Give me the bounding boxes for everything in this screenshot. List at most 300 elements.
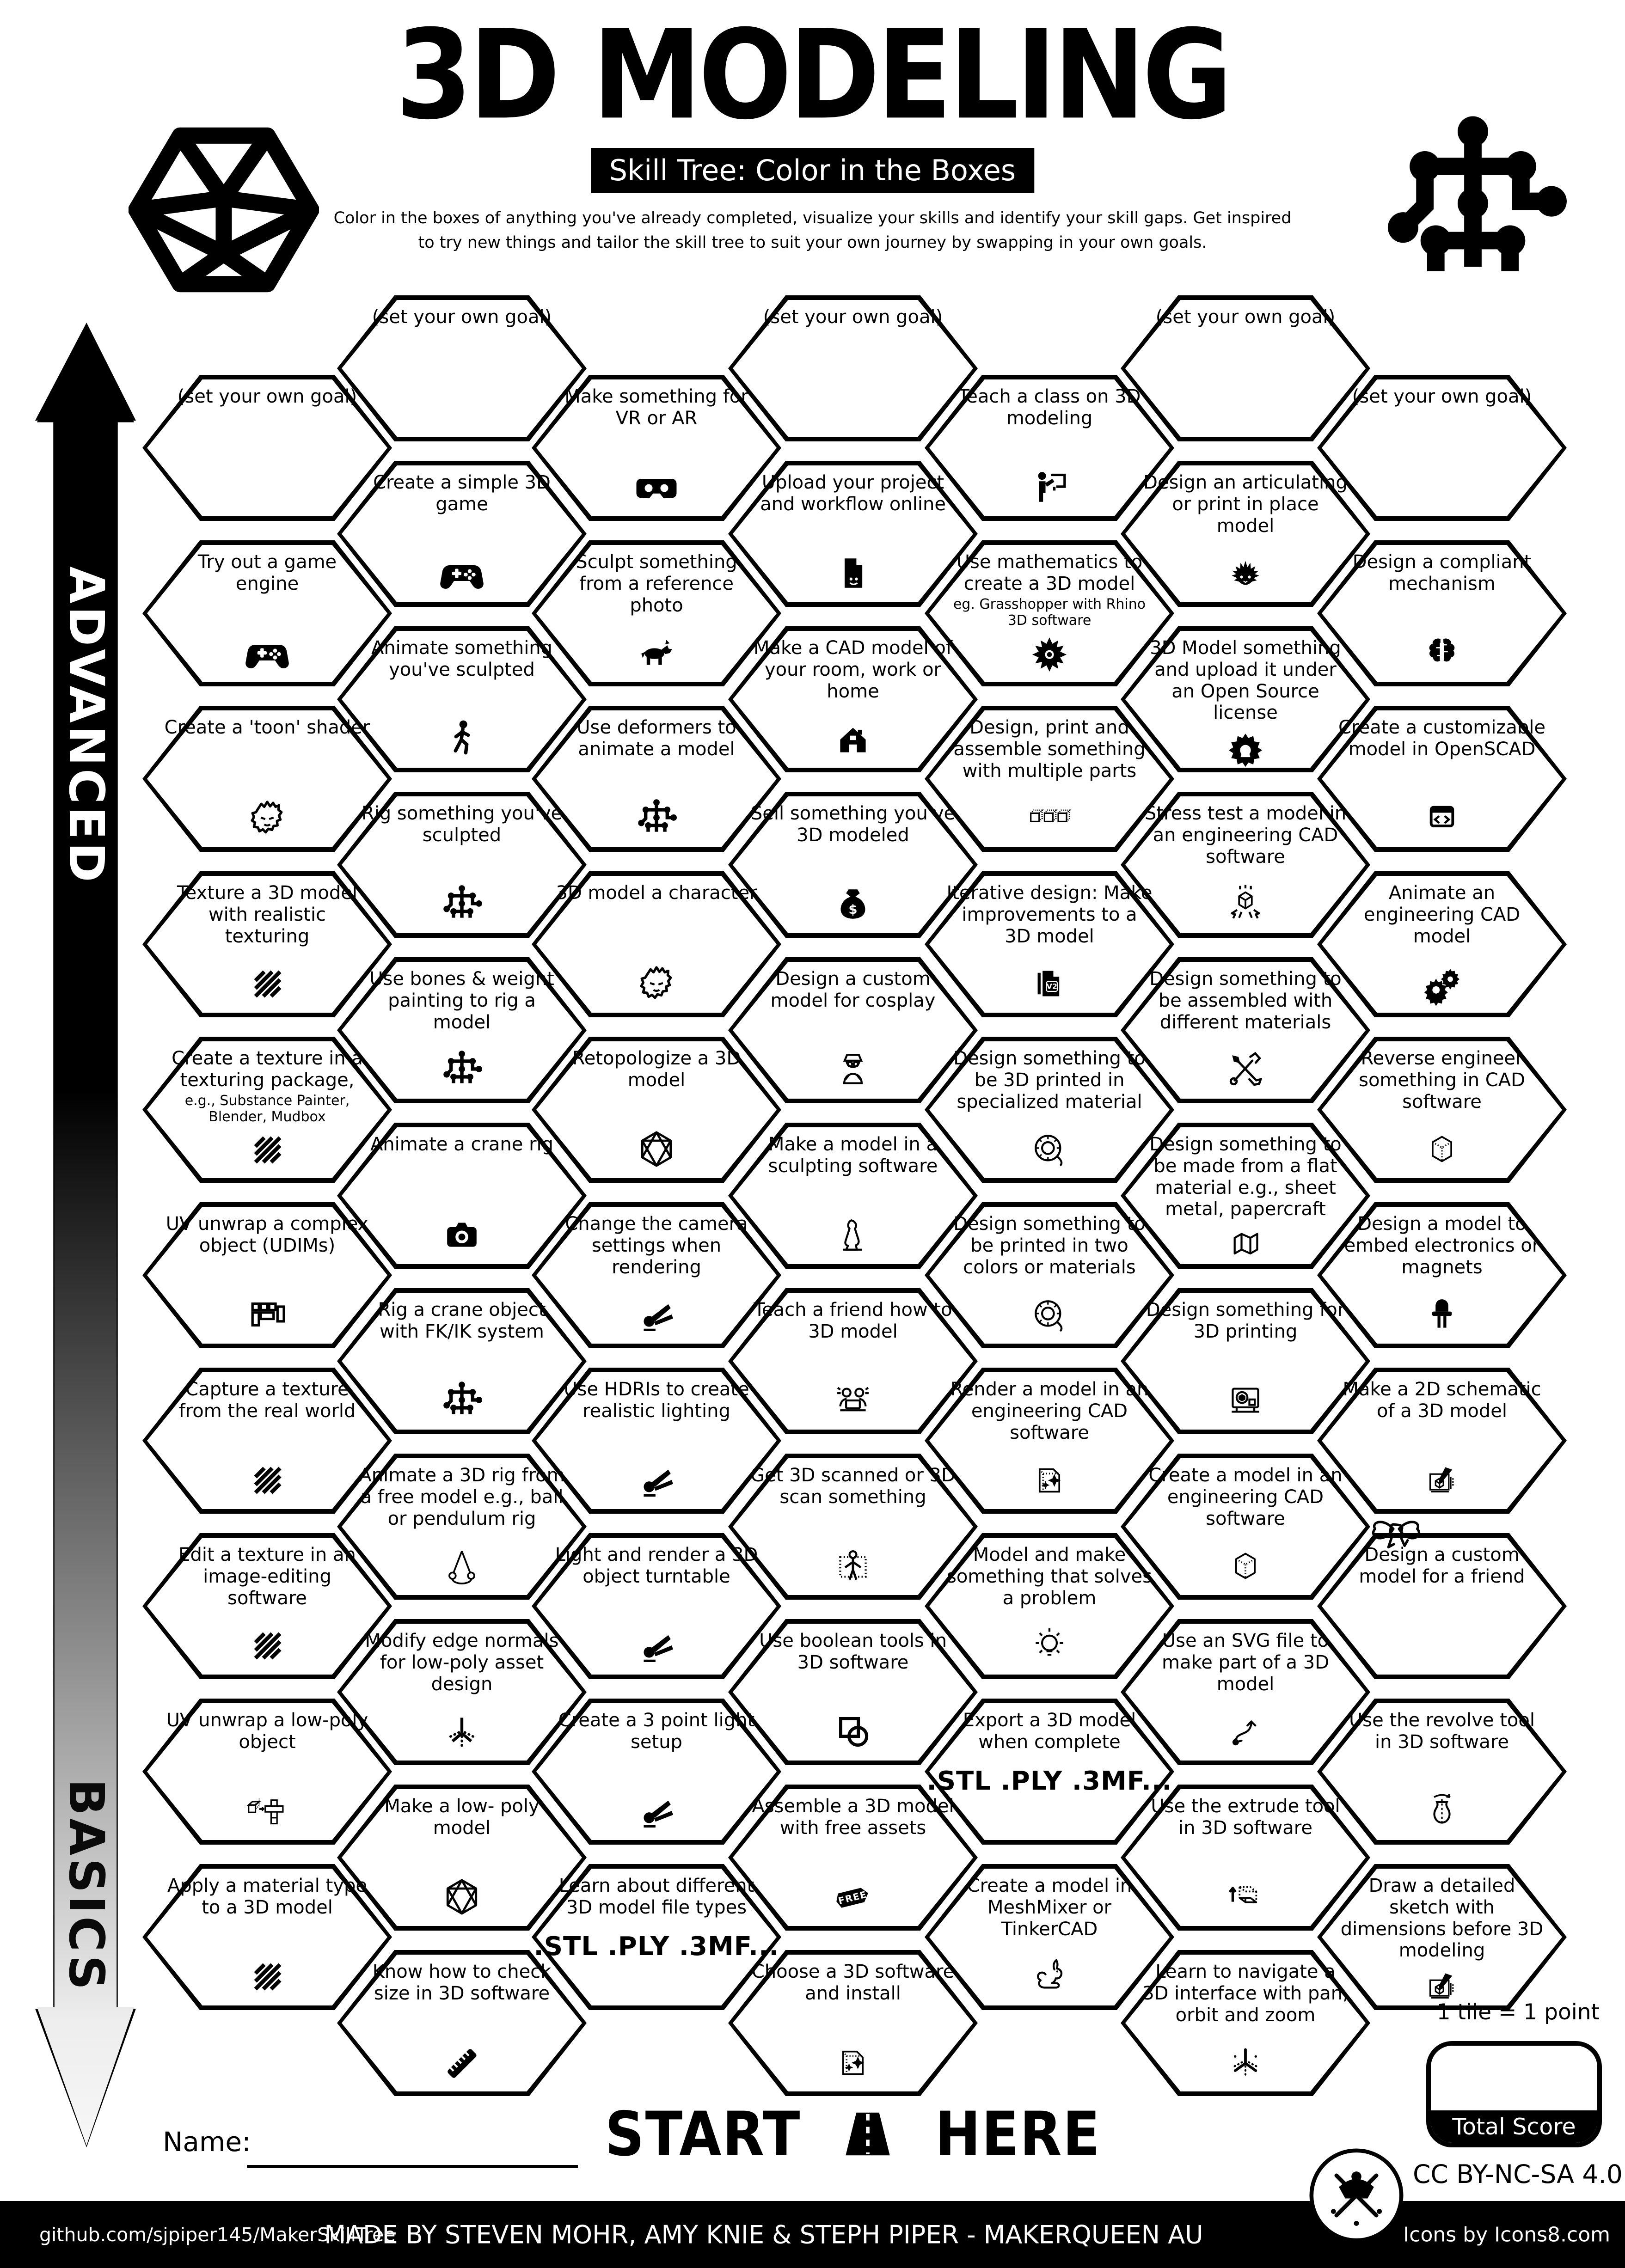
hex-tile[interactable] (728, 957, 978, 1103)
body-scan-icon (827, 1541, 879, 1590)
hex-tile[interactable] (1317, 1037, 1567, 1183)
axis-label-basics: BASICS (58, 1779, 115, 1993)
hex-tile[interactable] (728, 1288, 978, 1434)
svg-text:$: $ (848, 902, 858, 917)
hex-label: Texture a 3D model with realistic texturing (177, 882, 357, 947)
hex-tile[interactable] (532, 540, 781, 686)
hex-label: 3D Model something and upload it under an Open Source license (1150, 637, 1341, 724)
vr-headset-icon (630, 463, 683, 512)
texture-swatch-icon (241, 1125, 294, 1174)
texture-swatch-icon (241, 959, 294, 1008)
hex-tile[interactable] (1121, 1785, 1370, 1931)
hex-tile[interactable] (1121, 1123, 1370, 1269)
hex-content (164, 1209, 371, 1342)
hex-content (1142, 467, 1349, 600)
hex-content (1338, 1871, 1545, 2004)
hex-label: Create a simple 3D game (373, 472, 551, 515)
hex-content (1142, 1626, 1349, 1759)
hex-label: (set your own goal) (763, 306, 943, 328)
hex-tile[interactable] (1121, 792, 1370, 938)
hex-content (358, 1791, 565, 1924)
hex-tile[interactable] (1317, 1202, 1567, 1348)
two-people-laptop-icon (827, 1376, 879, 1425)
hex-label: Iterative design: Make improvements to a 3D model (946, 882, 1153, 947)
hex-label: Animate a crane rig (370, 1134, 554, 1155)
vertex-normals-icon (435, 1707, 488, 1756)
hex-label: Sell something you've 3D modeled (750, 803, 956, 846)
hex-content (946, 1374, 1153, 1507)
hex-label: Design something for 3D printing (1146, 1299, 1345, 1342)
hex-tile[interactable] (1121, 461, 1370, 607)
two-gears-icon (1416, 959, 1468, 1008)
hex-filetypes-text: .STL .PLY .3MF... (533, 1931, 779, 1962)
hex-content (946, 1043, 1153, 1176)
hex-tile[interactable] (337, 1950, 587, 2096)
hex-tile[interactable] (337, 626, 587, 772)
hex-content (946, 1871, 1153, 2004)
walking-person-icon (435, 714, 488, 763)
hex-label: Create a model in an engineering CAD software (1148, 1465, 1343, 1529)
led-diode-icon (1416, 1290, 1468, 1339)
cube-wireframe-icon (1219, 1541, 1272, 1590)
page-title: 3D MODELING (395, 4, 1230, 147)
hex-content (553, 1374, 760, 1507)
hex-content (1338, 547, 1545, 680)
start-here-banner (529, 2095, 1177, 2173)
toon-face-icon (630, 959, 683, 1008)
total-score-label: Total Score (1431, 2110, 1597, 2143)
page-subtitle: Skill Tree: Color in the Boxes (591, 148, 1034, 193)
hex-label: Rig a crane object with FK/IK system (378, 1299, 546, 1342)
hex-tile[interactable] (142, 1037, 392, 1183)
gift-bow-icon (1353, 1495, 1439, 1565)
hex-label: Use bones & weight painting to rig a model (369, 968, 554, 1033)
hex-label: Apply a material type to a 3D model (167, 1875, 367, 1918)
hex-content (749, 964, 957, 1097)
tile-point-note: 1 tile = 1 point (1436, 1999, 1600, 2025)
hex-content (553, 1705, 760, 1838)
hex-label: Animate a 3D rig from a free model e.g., ball or pendulum rig (359, 1465, 565, 1529)
hex-tile-goal[interactable] (337, 295, 587, 441)
hex-tile[interactable] (925, 1864, 1174, 2010)
hex-content (749, 798, 957, 931)
sculpture-icon (827, 1210, 879, 1259)
hex-tile[interactable] (1317, 871, 1567, 1017)
hex-label: Try out a game engine (197, 551, 337, 594)
hex-tile[interactable] (1317, 706, 1567, 852)
hex-tile[interactable] (728, 792, 978, 938)
hex-content (164, 712, 371, 845)
hex-tile[interactable] (925, 1202, 1174, 1348)
boolean-shapes-icon (827, 1707, 879, 1756)
house-icon (827, 714, 879, 763)
hex-label: Design a compliant mechanism (1352, 551, 1532, 594)
document-upload-icon (827, 549, 879, 598)
hex-label: Create a texture in a texturing package, (172, 1048, 363, 1091)
hex-label: UV unwrap a low-poly object (166, 1710, 368, 1753)
ruler-icon (435, 2038, 488, 2087)
hex-label: Light and render a 3D object turntable (555, 1544, 758, 1587)
hex-label: Know how to check size in 3D software (372, 1961, 552, 2004)
hex-tile[interactable] (532, 1368, 781, 1514)
cube-wireframe-icon (1416, 1125, 1468, 1174)
hex-tile-goal[interactable] (142, 375, 392, 521)
low-poly-sphere-icon (630, 1125, 683, 1174)
hex-sublabel: eg. Grasshopper with Rhino 3D software (953, 596, 1146, 629)
hex-tile[interactable] (925, 706, 1174, 852)
texture-swatch-icon (241, 1952, 294, 2001)
hex-content (749, 302, 957, 435)
hex-content (1142, 1295, 1349, 1428)
hex-tile[interactable] (1121, 957, 1370, 1103)
hex-label: Make something for VR or AR (564, 386, 748, 429)
texture-swatch-icon (241, 1621, 294, 1670)
hex-content (164, 1540, 371, 1673)
hex-content (749, 1626, 957, 1759)
hex-tile[interactable] (728, 461, 978, 607)
hex-tile[interactable] (1317, 1533, 1567, 1679)
hex-content (358, 633, 565, 766)
v2-document-icon (1023, 959, 1076, 1008)
hex-content (1142, 1129, 1349, 1262)
hex-content (946, 381, 1153, 514)
hex-label: Design an articulating or print in place model (1143, 472, 1348, 537)
lightbulb-icon (1023, 1621, 1076, 1670)
schematic-draw-icon (1416, 1962, 1468, 2011)
hex-label: (set your own goal) (177, 386, 357, 407)
texture-swatch-icon (241, 1455, 294, 1504)
camera-icon (435, 1210, 488, 1259)
spotlight-icon (630, 1455, 683, 1504)
hex-content (749, 1129, 957, 1262)
hex-label: Use deformers to animate a model (576, 717, 736, 760)
hex-content (1142, 964, 1349, 1097)
hex-tile[interactable] (925, 871, 1174, 1017)
hex-content (164, 1871, 371, 2004)
three-cubes-icon (1023, 794, 1076, 843)
license-text: CC BY-NC-SA 4.0 (1413, 2159, 1623, 2189)
hex-content (1338, 712, 1545, 845)
footer-icons-credit: Icons by Icons8.com (1403, 2223, 1610, 2246)
hex-tile[interactable] (337, 1785, 587, 1931)
hex-label: Rig something you've sculpted (361, 803, 563, 846)
hex-content (164, 1705, 371, 1838)
hex-label: Design something to be printed in two colors or materials (953, 1213, 1146, 1278)
hex-content (553, 381, 760, 514)
hex-tile[interactable] (925, 1368, 1174, 1514)
hex-label: Animate something you've sculpted (371, 637, 553, 680)
hex-content (358, 302, 565, 435)
hex-content (553, 1043, 760, 1176)
hex-label: (set your own goal) (1155, 306, 1336, 328)
hex-tile[interactable] (1317, 1368, 1567, 1514)
hex-label: 3D model a character (556, 882, 757, 904)
hex-tile[interactable] (532, 1037, 781, 1183)
hex-label: Upload your project and workflow online (760, 472, 946, 515)
hex-tile[interactable] (337, 1454, 587, 1600)
hex-content (1142, 1791, 1349, 1924)
hex-tile[interactable] (337, 957, 587, 1103)
hex-label: Design something to be 3D printed in specialized material (953, 1048, 1146, 1113)
hex-content (358, 1626, 565, 1759)
here-label: HERE (935, 2098, 1101, 2170)
hex-content (358, 964, 565, 1097)
start-label: START (605, 2098, 801, 2170)
hex-tile[interactable] (142, 1202, 392, 1348)
maker-crest-badge-icon (1306, 2146, 1406, 2245)
hex-label: Design something to be made from a flat material e.g., sheet metal, papercraft (1149, 1134, 1342, 1220)
hex-content (358, 1956, 565, 2090)
brain-mechanism-icon (1416, 628, 1468, 677)
hex-tile[interactable] (532, 375, 781, 521)
cube-unwrap-icon (241, 1786, 294, 1835)
hex-label: Get 3D scanned or 3D scan something (750, 1465, 956, 1508)
hex-content (164, 1043, 371, 1176)
rabbit-icon (1023, 1952, 1076, 2001)
hex-tile[interactable] (142, 871, 392, 1017)
hex-tile-goal[interactable] (728, 295, 978, 441)
hex-content (1142, 1956, 1349, 2090)
hex-label: Use the extrude tool in 3D software (1151, 1796, 1340, 1839)
hex-tile[interactable] (1121, 626, 1370, 772)
hex-label: Design a model to embed electronics or magnets (1344, 1213, 1540, 1278)
hex-label: Animate an engineering CAD model (1363, 882, 1521, 947)
money-bag-icon (827, 880, 879, 929)
hex-tile[interactable] (728, 1785, 978, 1931)
hex-label: Render a model in an engineering CAD software (950, 1379, 1149, 1443)
hex-content (1142, 302, 1349, 435)
hex-label: Teach a class on 3D modeling (958, 386, 1141, 429)
hex-label: Make a model in a sculpting software (768, 1134, 938, 1177)
hex-content (358, 1460, 565, 1593)
hex-tile[interactable] (1121, 1454, 1370, 1600)
hex-content (1338, 381, 1545, 514)
hex-tile[interactable] (337, 461, 587, 607)
dog-icon (630, 628, 683, 677)
hex-tile[interactable] (337, 1288, 587, 1434)
hex-content (358, 467, 565, 600)
hex-label: Use mathematics to create a 3D model (956, 551, 1143, 594)
hex-tile[interactable] (925, 540, 1174, 686)
hex-tile[interactable] (728, 626, 978, 772)
hex-content (946, 1209, 1153, 1342)
hex-label: Teach a friend how to 3D model (754, 1299, 952, 1342)
hex-content (1338, 1209, 1545, 1342)
hex-label: Capture a texture from the real world (178, 1379, 356, 1422)
hex-tile-goal[interactable] (1317, 375, 1567, 521)
toon-face-icon (241, 794, 294, 843)
footer-github-url: github.com/sjpiper145/MakerSkillTree (39, 2223, 396, 2246)
hex-label: Stress test a model in an engineering CAD software (1144, 803, 1347, 868)
hex-tile[interactable] (925, 1533, 1174, 1679)
hex-content (1142, 1460, 1349, 1593)
hex-label: Use boolean tools in 3D software (759, 1630, 947, 1673)
rig-armature-icon (435, 1045, 488, 1094)
hex-tile[interactable] (532, 1202, 781, 1348)
hex-content (1142, 633, 1349, 766)
hex-tile[interactable] (925, 1699, 1174, 1845)
open-source-gear-icon (1219, 724, 1272, 773)
spotlight-icon (630, 1786, 683, 1835)
hex-tile[interactable] (532, 1864, 781, 2010)
hex-content (1338, 1374, 1545, 1507)
printer-3d-icon (1219, 1376, 1272, 1425)
filament-spool-icon (1023, 1290, 1076, 1339)
hex-content (1338, 878, 1545, 1011)
hex-tile[interactable] (337, 792, 587, 938)
math-star-icon (1023, 629, 1076, 678)
total-score-box[interactable] (1426, 2041, 1602, 2147)
hex-label: Make a CAD model of your room, work or home (754, 637, 952, 702)
hex-tile[interactable] (728, 1619, 978, 1765)
stress-cube-icon (1219, 880, 1272, 929)
hex-tile-goal[interactable] (1121, 295, 1370, 441)
hex-sublabel: e.g., Substance Painter, Blender, Mudbox (184, 1092, 350, 1125)
hex-label: Use an SVG file to make part of a 3D model (1161, 1630, 1330, 1695)
hex-label: Retopologize a 3D model (572, 1048, 741, 1091)
pendulum-icon (435, 1541, 488, 1590)
hex-content (1142, 798, 1349, 931)
hex-label: Edit a texture in an image-editing software (178, 1544, 356, 1609)
hex-content (358, 1295, 565, 1428)
hex-tile[interactable] (142, 1864, 392, 2010)
icosahedron-logo-icon (129, 109, 319, 311)
hex-content (553, 712, 760, 845)
hex-tile[interactable] (142, 1533, 392, 1679)
hex-tile[interactable] (925, 1037, 1174, 1183)
name-label: Name: (163, 2126, 251, 2158)
axis-label-advanced: ADVANCED (58, 566, 115, 885)
teacher-board-icon (1023, 463, 1076, 512)
hex-content (749, 1791, 957, 1924)
hex-label: Learn to navigate a 3D interface with pan, orbit and zoom (1142, 1961, 1349, 2026)
hex-label: Design, print and assemble something with multiple parts (953, 717, 1146, 782)
hex-content (1338, 1705, 1545, 1838)
spotlight-icon (630, 1290, 683, 1339)
cosplay-person-icon (827, 1045, 879, 1094)
hex-filetypes-text: .STL .PLY .3MF... (926, 1766, 1172, 1796)
hex-label: Make a 2D schematic of a 3D model (1343, 1379, 1541, 1422)
hex-content (164, 381, 371, 514)
hex-label: Design something to be assembled with different materials (1149, 968, 1342, 1033)
hex-content (553, 878, 760, 1011)
hex-label: Design a custom model for cosplay (770, 968, 936, 1011)
hex-content (164, 1374, 371, 1507)
hex-content (358, 1129, 565, 1262)
game-controller-icon (241, 628, 294, 677)
hex-content (164, 878, 371, 1011)
footer-credits: MADE BY STEVEN MOHR, AMY KNIE & STEPH PIPER - MAKERQUEEN AU (324, 2220, 1203, 2249)
hex-tile[interactable] (1317, 1699, 1567, 1845)
svg-text:FREE: FREE (837, 1889, 868, 1907)
crossed-tools-icon (1219, 1045, 1272, 1094)
hex-tile[interactable] (1317, 540, 1567, 686)
hex-tile[interactable] (142, 540, 392, 686)
folded-sheet-icon (1219, 1220, 1272, 1269)
hex-content (946, 878, 1153, 1011)
hex-label: Design a custom model for a friend (1359, 1544, 1525, 1587)
hex-content (946, 1540, 1153, 1673)
hex-label: Create a 'toon' shader (164, 717, 370, 738)
hex-label: (set your own goal) (1352, 386, 1532, 407)
hex-tile[interactable] (1121, 1950, 1370, 2096)
hex-label: Create a customizable model in OpenSCAD (1338, 717, 1545, 760)
hex-label: Choose a 3D software and install (751, 1961, 955, 2004)
hex-tile[interactable] (728, 1950, 978, 2096)
svg-text:V2: V2 (1046, 982, 1057, 991)
hex-tile[interactable] (142, 1699, 392, 1845)
hex-tile[interactable] (142, 1368, 392, 1514)
hex-tile[interactable] (337, 1619, 587, 1765)
hex-tile[interactable] (728, 1454, 978, 1600)
hex-content (749, 633, 957, 766)
hex-tile[interactable] (1121, 1619, 1370, 1765)
description-line-2: to try new things and tailor the skill tree to suit your own journey by swapping in your own goals. (418, 233, 1207, 252)
cube-sparkle-icon (1023, 1455, 1076, 1504)
hex-content (749, 467, 957, 600)
hex-tile[interactable] (728, 1123, 978, 1269)
hex-content (749, 1956, 957, 2090)
hex-content (358, 798, 565, 931)
hex-label: UV unwrap a complex object (UDIMs) (166, 1213, 369, 1256)
hex-label: Modify edge normals for low-poly asset design (365, 1630, 559, 1695)
hex-content (926, 1705, 1172, 1838)
description-line-1: Color in the boxes of anything you've already completed, visualize your skills and identify your skill gaps. Get inspired (333, 209, 1292, 227)
vector-pen-icon (1219, 1707, 1272, 1756)
rig-armature-icon (435, 880, 488, 929)
hex-content (946, 712, 1153, 845)
spotlight-icon (630, 1621, 683, 1670)
hex-tile[interactable] (532, 706, 781, 852)
node-network-logo-icon (1364, 90, 1582, 322)
name-input-line[interactable] (247, 2165, 578, 2174)
hex-tile[interactable] (1121, 1288, 1370, 1434)
hex-tile[interactable] (532, 871, 781, 1017)
hex-label: Use HDRIs to create realistic lighting (564, 1379, 749, 1422)
axis-navigate-icon (1219, 2038, 1272, 2087)
rig-armature-icon (630, 794, 683, 843)
hex-tile[interactable] (532, 1699, 781, 1845)
hex-label: Create a 3 point light setup (558, 1710, 755, 1753)
extrude-icon (1219, 1872, 1272, 1921)
hex-tile[interactable] (142, 706, 392, 852)
vase-revolve-icon (1416, 1786, 1468, 1835)
hex-label: Export a 3D model when complete (963, 1710, 1136, 1753)
hex-label: Reverse engineer something in CAD software (1359, 1048, 1525, 1113)
code-window-icon (1416, 794, 1468, 843)
hex-tile[interactable] (1317, 1864, 1567, 2010)
free-tag-icon (827, 1872, 879, 1921)
hex-content (946, 547, 1153, 680)
hex-label: Model and make something that solves a problem (947, 1544, 1152, 1609)
hex-content (749, 1460, 957, 1593)
dragon-head-icon (1219, 549, 1272, 598)
hex-label: Sculpt something from a reference photo (576, 551, 737, 616)
hex-tile[interactable] (337, 1123, 587, 1269)
hex-label: (set your own goal) (372, 306, 552, 328)
hex-tile[interactable] (532, 1533, 781, 1679)
hex-tile[interactable] (925, 375, 1174, 521)
road-icon (820, 2098, 915, 2170)
filament-spool-icon (1023, 1125, 1076, 1174)
hex-content (1338, 1043, 1545, 1176)
hex-label: Draw a detailed sketch with dimensions before 3D modeling (1340, 1875, 1544, 1962)
hex-content (164, 547, 371, 680)
hex-label: Create a model in MeshMixer or TinkerCAD (967, 1875, 1132, 1940)
hex-content (553, 1209, 760, 1342)
hex-label: Change the camera settings when rendering (565, 1213, 748, 1278)
hex-label: Use the revolve tool in 3D software (1349, 1710, 1535, 1753)
